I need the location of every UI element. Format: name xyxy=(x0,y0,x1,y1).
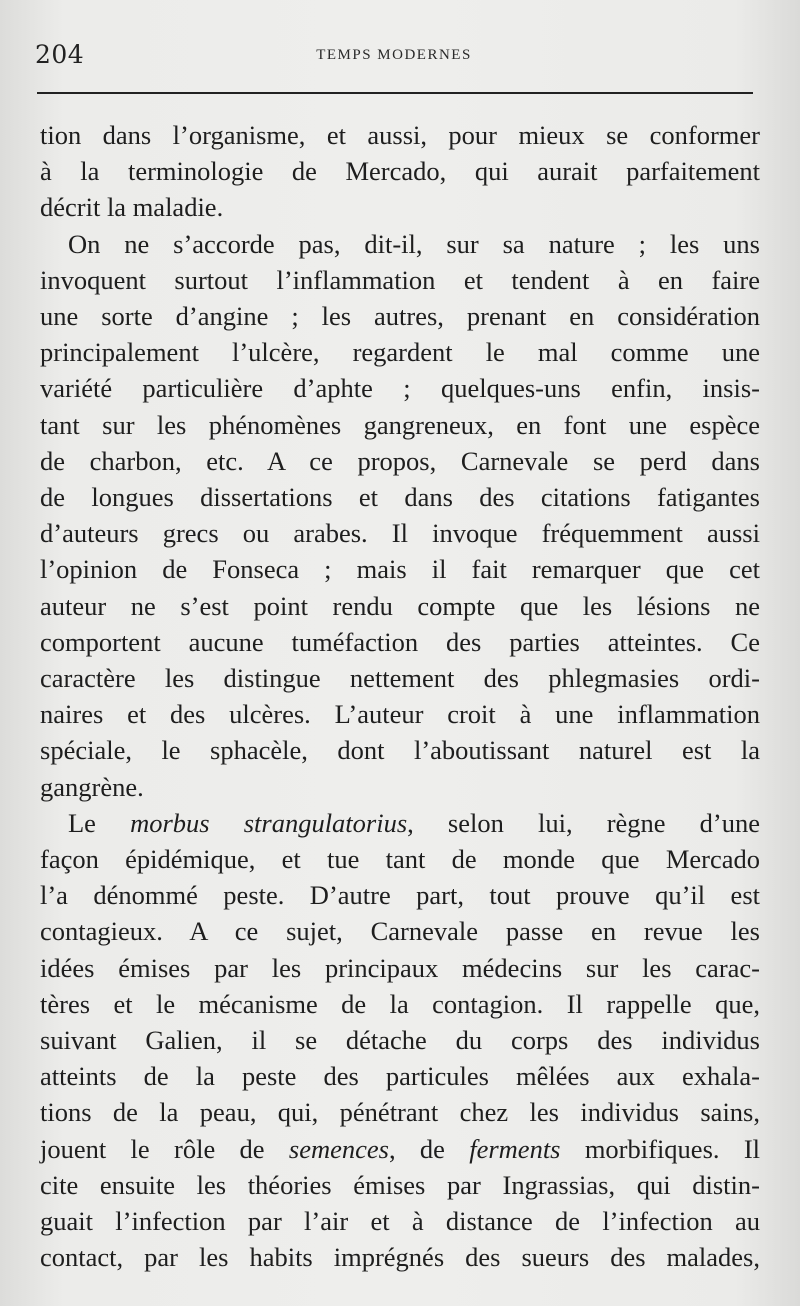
text-segment: , de xyxy=(388,1133,470,1164)
text-line: à la terminologie de Mercado, qui aurait parfaitement xyxy=(40,156,760,187)
text-line: l’a dénommé peste. D’autre part, tout prouve qu’il est xyxy=(40,880,760,911)
running-title: TEMPS MODERNES xyxy=(316,47,472,63)
italic-term: semences xyxy=(288,1133,389,1164)
text-line: façon épidémique, et tue tant de monde que Mercado xyxy=(40,844,760,875)
text-line: naires et des ulcères. L’auteur croit à une inflammation xyxy=(40,699,760,730)
text-line: atteints de la peste des particules mêlées aux exhala- xyxy=(40,1061,760,1092)
text-line: guait l’infection par l’air et à distance de l’infection au xyxy=(40,1206,760,1237)
text-segment: morbifiques. Il xyxy=(560,1133,761,1164)
italic-term: morbus strangulatorius xyxy=(130,807,408,838)
text-segment: , selon lui, règne d’une xyxy=(407,807,760,838)
page-number: 204 xyxy=(35,40,85,69)
text-line: spéciale, le sphacèle, dont l’aboutissant naturel est la xyxy=(40,735,760,766)
text-line: invoquent surtout l’inflammation et tendent à en faire xyxy=(40,264,760,295)
text-line: tion dans l’organisme, et aussi, pour mieux se conformer xyxy=(40,120,760,150)
text-line: idées émises par les principaux médecins sur les carac- xyxy=(40,952,760,983)
text-line xyxy=(40,1131,760,1167)
text-line: gangrène. xyxy=(40,771,144,802)
text-line: tères et le mécanisme de la contagion. Il rappelle que, xyxy=(40,988,760,1019)
text-line: caractère les distingue nettement des phlegmasies ordi- xyxy=(40,663,760,694)
text-line: cite ensuite les théories émises par Ingrassias, qui distin- xyxy=(40,1169,760,1200)
text-line xyxy=(40,805,760,841)
italic-term: ferments xyxy=(469,1133,561,1164)
text-line: contact, par les habits imprégnés des sueurs des malades, xyxy=(40,1242,760,1273)
text-segment: jouent le rôle de xyxy=(40,1133,289,1164)
text-line: d’auteurs grecs ou arabes. Il invoque fréquemment aussi xyxy=(40,518,760,549)
text-line: de charbon, etc. A ce propos, Carnevale se perd dans xyxy=(40,445,760,476)
text-line: auteur ne s’est point rendu compte que les lésions ne xyxy=(40,590,760,621)
text-line: une sorte d’angine ; les autres, prenant en considération xyxy=(40,301,760,332)
text-line: contagieux. A ce sujet, Carnevale passe en revue les xyxy=(40,916,760,947)
text-segment: Le xyxy=(68,807,131,838)
text-line: tant sur les phénomènes gangreneux, en font une espèce xyxy=(40,409,760,440)
body-text xyxy=(40,117,760,1276)
page-header xyxy=(35,38,753,74)
text-line: décrit la maladie. xyxy=(40,192,224,223)
text-line: tions de la peau, qui, pénétrant chez les individus sains, xyxy=(40,1097,760,1128)
text-line: principalement l’ulcère, regardent le mal comme une xyxy=(40,337,760,368)
text-line: de longues dissertations et dans des citations fatigantes xyxy=(40,482,760,513)
header-rule xyxy=(37,92,753,94)
text-line: variété particulière d’aphte ; quelques-uns enfin, insis- xyxy=(40,373,760,404)
text-line: l’opinion de Fonseca ; mais il fait remarquer que cet xyxy=(40,554,760,585)
text-line: comportent aucune tuméfaction des parties atteintes. Ce xyxy=(40,626,760,657)
text-line: On ne s’accorde pas, dit-il, sur sa nature ; les uns xyxy=(68,228,760,259)
text-line: suivant Galien, il se détache du corps des individus xyxy=(40,1025,760,1056)
